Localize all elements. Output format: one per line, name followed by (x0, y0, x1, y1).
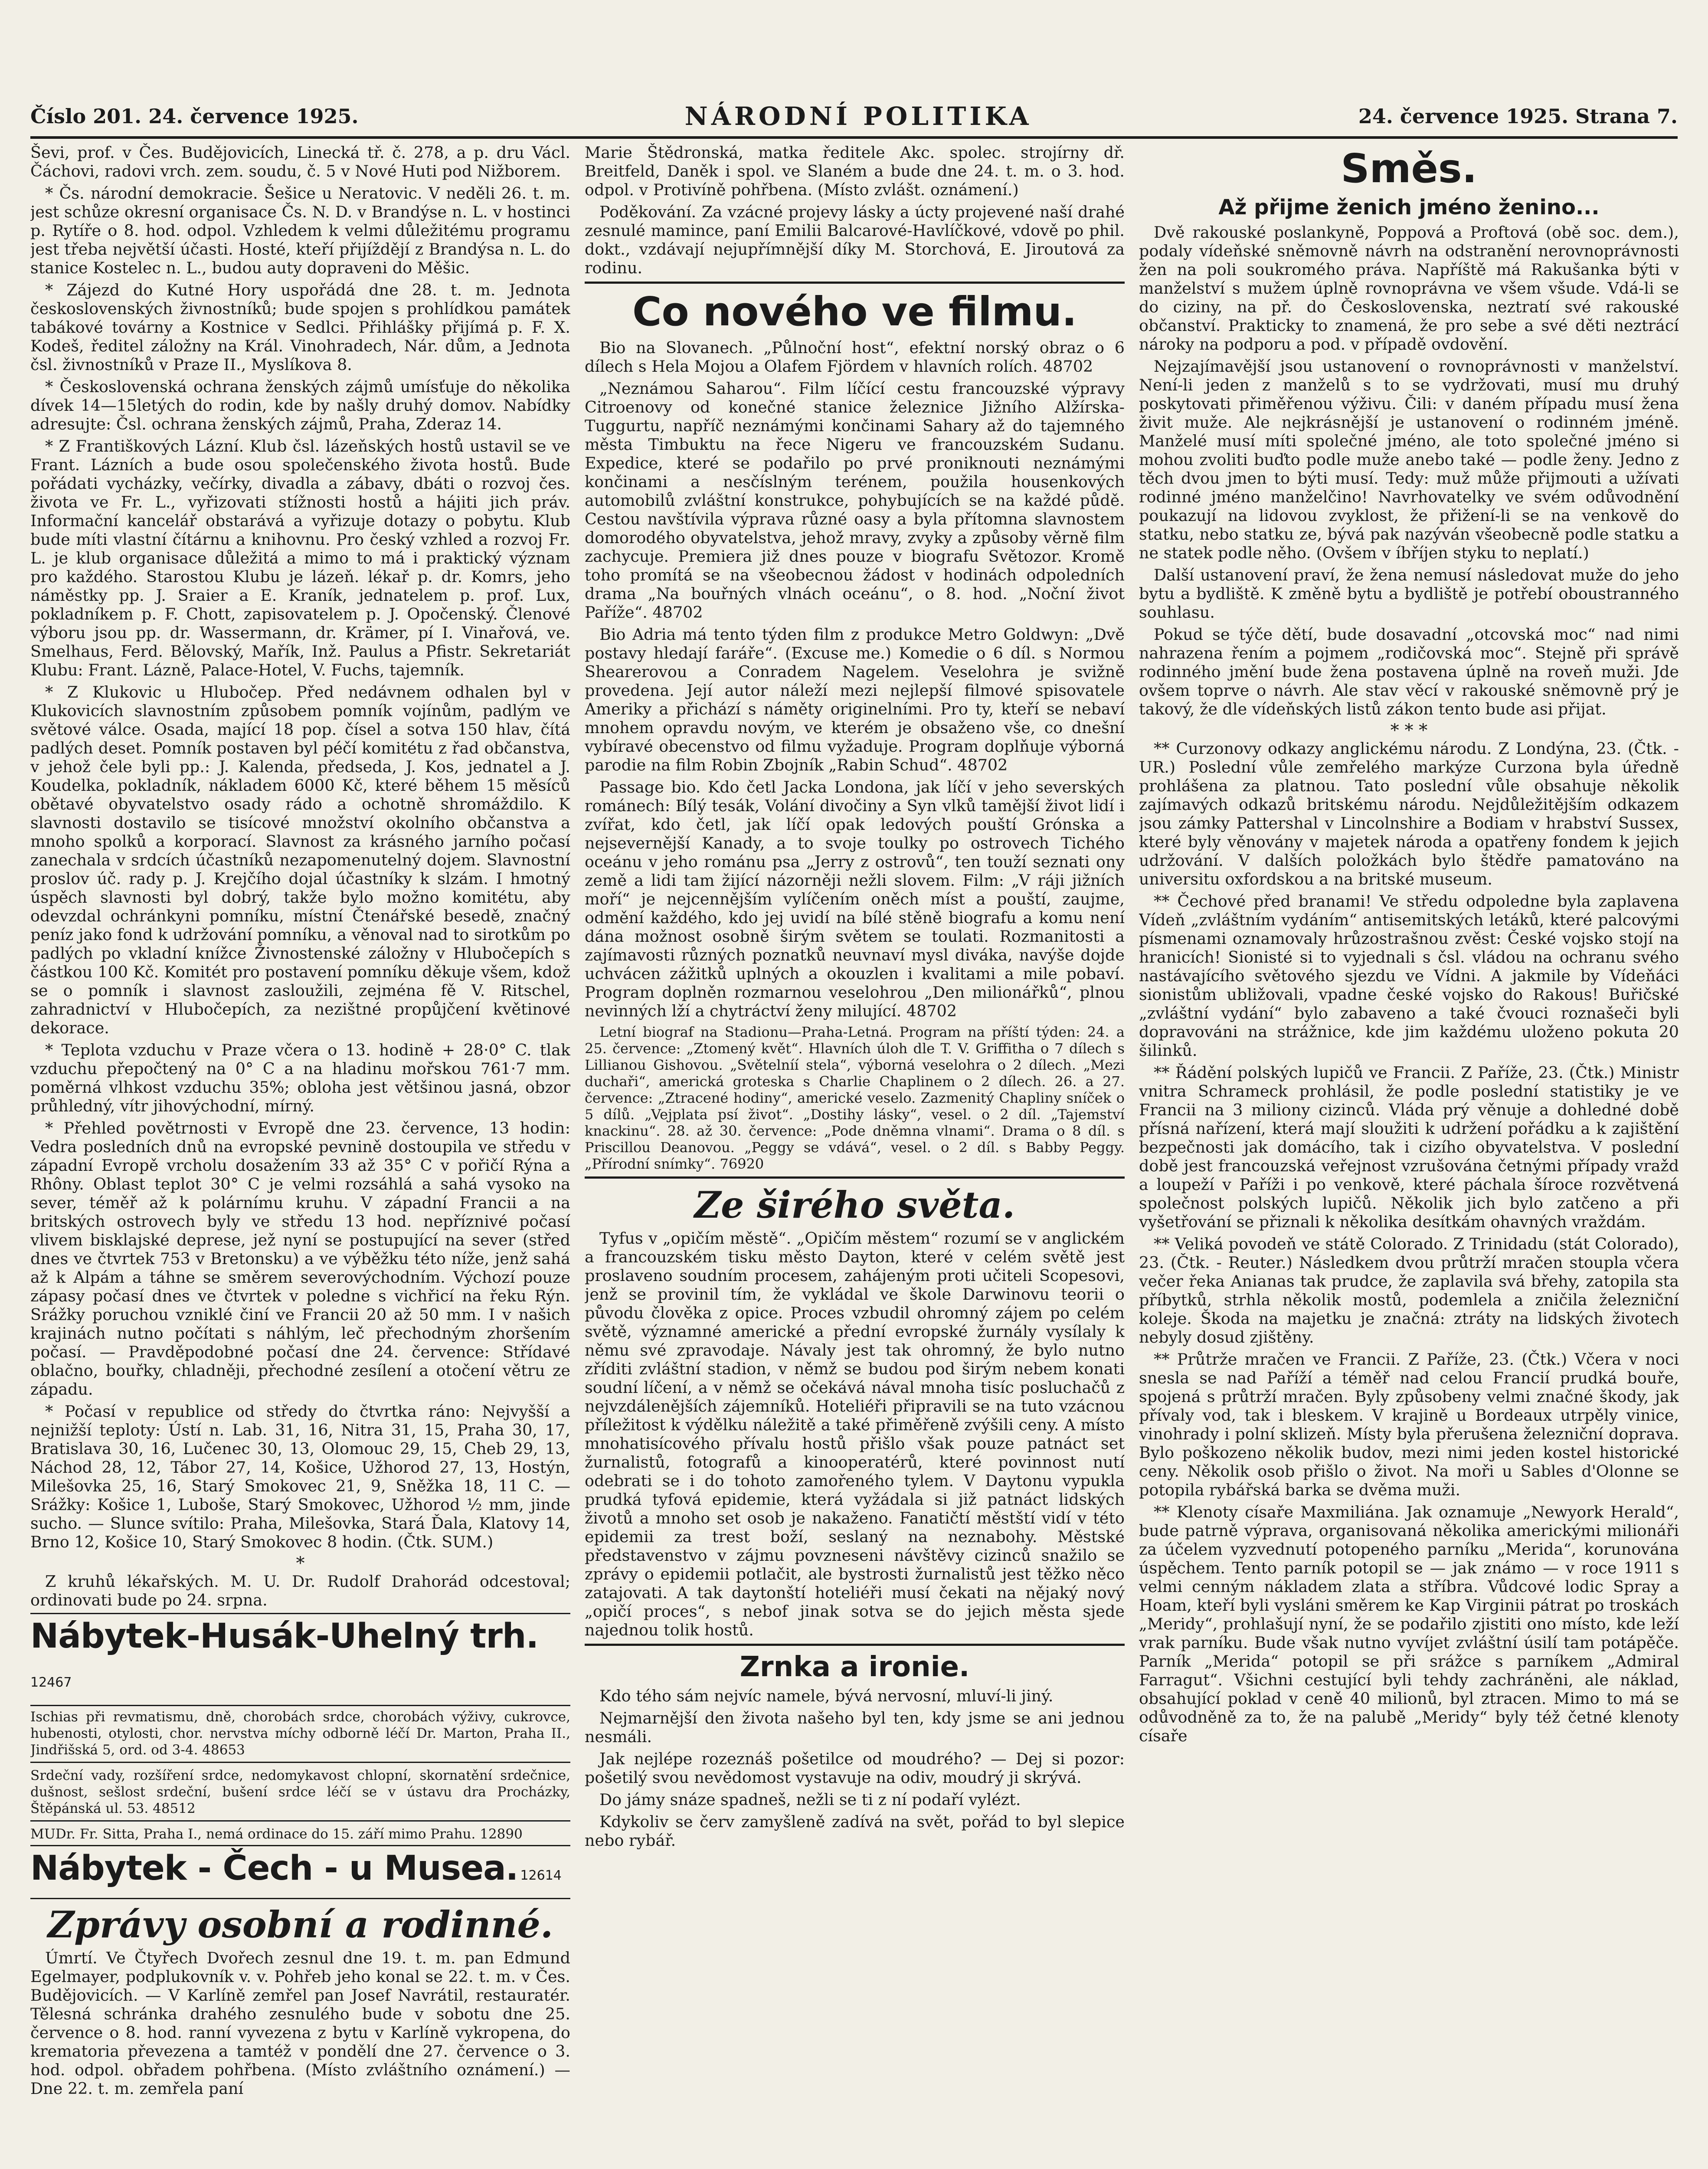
aphorism: Jak nejlépe rozeznáš pošetilce od moudrého? — Dej si pozor: pošetilý svou nevědomost vystavuje na odiv, moudrý ji skrývá. (585, 1750, 1125, 1787)
article-rovnopravnost: Dvě rakouské poslankyně, Poppová a Proftová (obě soc. dem.), podaly vídeňské sněmovně návrh na odstranění nerovnoprávnosti žen na poli soukromého práva. Napříště má Rakušanka býti v manželství s mužem úplně rovnoprávna ve všem všude. Vdá-li se do ciziny, na př. do Československa, neztratí své rakouské občanství. Prakticky to znamená, že pro sebe a své děti neztrácí nároky na podporu a pod. v případě ovdovění. (1139, 223, 1679, 354)
newspaper-title: NÁRODNÍ POLITIKA (684, 102, 1032, 131)
ad-nabytek-husak-number: 12467 (30, 1675, 72, 1690)
article-teplota-praha: * Teplota vzduchu v Praze včera o 13. hodině + 28·0° C. tlak vzduchu přepočtený na 0° C a na hladinu mořskou 761·7 mm. poměrná vlhkost vzduchu 35%; obloha jest většinou jasná, obzor průhledný, vítr jihovýchodní, mírný. (30, 1041, 570, 1115)
separator-star: * (296, 1553, 305, 1573)
article-polsti-lupici: ** Řádění polských lupičů ve Francii. Z Paříže, 23. (Čtk.) Ministr vnitra Schrameck prohlásil, že podle poslední statistiky je ve Francii na 3 miliony cizinců. Vláda prý věnuje a dohledné době přísná nařízení, která mají sloužiti k udržení pořádku a k zajištění bezpečnosti jak domácího, tak i cizího obyvatelstva. V poslední době jest francouzská veřejnost vzrušována četnými případy vražd a loupeží v Paříži i po venkově, které páchala šíroce rozvětvená společnost polských lupičů. Několik jich bylo zatčeno a při vyšetřování se přiznali k několika desítkám ohavných vraždám. (1139, 1063, 1679, 1231)
article-povoden-colorado: ** Veliká povodeň ve státě Colorado. Z Trinidadu (stát Colorado), 23. (Čtk. - Reuter.) Následkem dvou průtrží mračen stoupla včera večer řeka Anianas tak prudce, že zaplavila svá břehy, zatopila sta příbytků, strhla několik mostů, podemlela a zničila železniční koleje. Škoda na majetku je značná: ztráty na lidských životech nebyly dosud zjištěny. (1139, 1235, 1679, 1347)
column-2 (585, 143, 1125, 2169)
headline-zenich-jmeno: Až přijme ženich jméno ženino... (1218, 195, 1600, 220)
section-title-film: Co nového ve filmu. (632, 288, 1077, 335)
article-rovnopravnost: Pokud se týče dětí, bude dosavadní „otcovská moc“ nad nimi nahrazena řením a pojmem „rodičovská moc“. Stejně při správě rodinného jmění bude žena postavena úplně na roveň muži. Jde ovšem toprve o návrh. Ale stav věcí v rakouské sněmovně prý je takový, že dle vídeňských listů zákon tento bude asi přijat. (1139, 625, 1679, 718)
ad-nabytek-cech-number: 12614 (520, 1868, 562, 1883)
ad-nabytek-cech-title: Nábytek - Čech - u Musea. (30, 1849, 518, 1888)
section-rule (585, 282, 1125, 284)
article-cechove-pred-branami: ** Čechové před branami! Ve středu odpoledne byla zaplavena Vídeň „zvláštním vydáním“ antisemitských letáků, které palcovými písmenami oznamovaly hrůzostrašnou zvěst: České vojsko stojí na hranicích! Sionisté si to vyjednali s čsl. vládou na ochranu svého nastávajícího světového sjezdu ve Vídni. A jakmile by Vídeňáci sionistům ubližovali, vpadne české vojsko do Rakous! Buřičské „zvláštní vydání“ bylo zabaveno a také čvouci roznašeči byli dopravováni na strážnice, kde jim každému uloženo pokuta 20 šilinků. (1139, 892, 1679, 1060)
ad-ischias: Ischias při revmatismu, dně, chorobách srdce, chorobách výživy, cukrovce, hubenosti, otylosti, chor. nervstva míchy odborně léčí Dr. Marton, Praha II., Jindřišská 5, ord. od 3-4. 48653 (30, 1709, 570, 1758)
aphorism: Do jámy snáze spadneš, nežli se ti z ní podaří vylézt. (599, 1790, 1021, 1809)
article-umrti-continued: Marie Štědronská, matka ředitele Akc. spolec. strojírny dř. Breitfeld, Daněk i spol. ve Slaném a bude dne 24. t. m. o 3. hod. odpol. v Protivíně pohřbena. (Místo zvlášt. oznámení.) (585, 143, 1125, 199)
ad-mudr-sitta: MUDr. Fr. Sitta, Praha I., nemá ordinace do 15. září mimo Prahu. 12890 (30, 1826, 523, 1842)
columns (30, 143, 1678, 2169)
aphorism: Kdykoliv se červ zamyšleně zadívá na svět, pořád to byl slepice nebo rybář. (585, 1812, 1125, 1850)
column-1 (30, 143, 570, 2169)
section-rule (585, 1176, 1125, 1179)
article-cs-narodni-demokracie: * Čs. národní demokracie. Šešice u Neratovic. V neděli 26. t. m. jest schůze okresní organisace Čs. N. D. v Brandýse n. L. v hostinci p. Rytíře o 8. hod. odpol. Vzhledem k velmi důležitému programu jest třeba největší účasti. Hosté, kteří přijíždějí z Brandýsa n. L. do stanice Kostelec n. L., budou auty dopraveni do Měšic. (30, 184, 570, 277)
article-rovnopravnost: Nejzajímavější jsou ustanovení o rovnoprávnosti v manželství. Není-li jeden z manželů s to se vydržovati, musí mu druhý poskytovati přiměřenou výživu. Čili: v daném případu musí žena živit muže. Ale nejkrásnější je ustanovení o rodinném jméně. Manželé musí míti společné jméno, ale toto společné jméno si mohou zvoliti buďto podle muže anebo také — podle ženy. Jedno z těch dvou jmen to býti musí. Tedy: muž může přijmouti a užívati rodinné jméno manželčino! Navrhovatelky ve svém odůvodnění poukazují na lidovou zvyklost, že přižení-li se na venkově do statku, nebo statku ze, bývá pak nazýván všeobecně podle statku a ne statek podle něho. (Ovšem v íbříjen styku to neplatí.) (1139, 357, 1679, 562)
article-klukovice: * Z Klukovic u Hlubočep. Před nedávnem odhalen byl v Klukovicích slavnostním způsobem pomník vojínům, padlým ve světové válce. Osada, mající 18 pop. čísel a sotva 150 hlav, čítá padlých deset. Pomník postaven byl péčí komitétu z řad občanstva, v jehož čele byli pp.: J. Kalenda, předseda, J. Kos, jednatel a J. Koudelka, pokladník, nákladem 6000 Kč, které během 15 měsíců obětavé obyvatelstvo osady rádo a ochotně shromáždilo. K slavnosti dostavilo se tisícové množství okolního občanstva a mnoho spolků a korporací. Slavnost za krásného jarního počasí zanechala v srdcích účastníků nezapomenutelný dojem. Slavnostní proslov úč. rady p. J. Krejčího dojal účastníky k slzám. I hmotný úspěch slavnosti byl dobrý, takže bylo možno komitétu, aby odevzdal ochránkyni pomníku, místní Čtenářské besedě, značný peníz jako fond k udržování pomníku, a věnoval nad to sirotkům po padlých po vkladní knížce Živnostenské záložny v Hlubočepích s částkou 100 Kč. Komitét pro postavení pomníku děkuje všem, kdož se o pomník i slavnost zasloužili, zejména fě V. Ritschel, zahradnictví v Hlubočepích, za nezištné propůjčení květinové dekorace. (30, 683, 570, 1037)
date-page-number: 24. července 1925. Strana 7. (1358, 105, 1678, 128)
issue-number-date: Číslo 201. 24. července 1925. (30, 105, 359, 128)
article-bio-adria: Bio Adria má tento týden film z produkce Metro Goldwyn: „Dvě postavy hledají faráře“. (Excuse me.) Komedie o 6 díl. s Normou Shearerovou a Conradem Nagelem. Veselohra je svižně provedena. Její autor náleží mezi nejlepší filmové spisovatele Ameriky a přichází s náměty originelními. Pro ty, kteří se nebaví mnohem opravdu novým, ve kterém je obsaženo vše, co dnešní vybíravé obecenstvo od filmu vyžaduje. Program doplňuje výborná parodie na film Robin Zbojník „Rabin Schud“. 48702 (585, 625, 1125, 774)
article-text: Ševi, prof. v Čes. Budějovicích, Linecká tř. č. 278, a p. dru Václ. Čáchovi, radovi vrch. zem. soudu, č. 5 v Nové Huti pod Nižborem. (30, 143, 570, 180)
masthead-rule (30, 136, 1678, 139)
article-letni-biograf: Letní biograf na Stadionu—Praha-Letná. Program na příští týden: 24. a 25. července: „Ztomený květ“. Hlavních úloh dle T. V. Griffitha o 7 dílech s Lillianou Gishovou. „Světelníí stela“, výborná veselohra o 2 dílech. „Mezi duchaři“, americká groteska s Charlie Chaplinem o 2 dílech. 26. a 27. července: „Ztracené hodiny“, americké veselo. Zazmenitý Chapliny sníček o 5 dílů. „Vejplata psí život“. „Dostihy lásky“, vesel. o 2 díl. „Tajemství knackinu“. 28. až 30. července: „Pode dněmna vlnami“. Drama o 8 díl. s Priscillou Deanovou. „Peggy se vdává“, vesel. o 2 díl. s Babby Peggy. „Přírodní snímky“. 76920 (585, 1024, 1125, 1172)
article-passage-bio: Passage bio. Kdo četl Jacka Londona, jak líčí v jeho severských románech: Bílý tesák, Volání divočiny a Syn vlků tamější život lidí i zvířat, kdo četl, jak líčí opak ledových pouští Grónska a nejsevernější Kanady, a to svoje toulky po ostrovech Tichého oceánu v jeho románu psa „Jerry z ostrovů“, ten touží seznati ony země a lidi tam žijící názorněji nežli slovem. Film: „V ráji jižních moří“ je nejcennějším vylíčením oněch míst a pouští, zaujme, odmění každého, kdo jej uvidí na bílé stěně biografu a komu není dána možnost osobně širým světem se toulati. Rozmanitosti a zajímavosti různých poznatků neuvnaví mysl diváka, navýše dojde uchvácen zážitků uplných a okouzlen i kvalitami a mile pobaví. Program doplněn rozmarnou veselohrou „Den milionářků“, plnou nevinných lží a chytráctví ženy milující. 48702 (585, 778, 1125, 1020)
divider (30, 1820, 570, 1822)
article-ochrana-zenskych-zajmu: * Československá ochrana ženských zájmů umísťuje do několika dívek 14—15letých do rodin, kde by našly druhý domov. Nabídky adresujte: Čsl. ochrana ženských zájmů, Praha, Zderaz 14. (30, 377, 570, 433)
article-bio-slovanech: Bio na Slovanech. „Půlnoční host“, efektní norský obraz o 6 dílech s Hela Mojou a Olafem Fjördem v hlavních rolích. 48702 (585, 338, 1125, 376)
ad-srdecni-vady: Srdeční vady, rozšíření srdce, nedomykavost chlopní, skornatění srdečnice, dušnost, sešlost srdeční, bušení srdce léčí se v ústavu dra Procházky, Štěpánská ul. 53. 48512 (30, 1768, 570, 1816)
ad-nabytek-husak (30, 1613, 570, 1706)
article-curzon: ** Curzonovy odkazy anglickému národu. Z Londýna, 23. (Čtk. - UR.) Poslední vůle zemřelého markýze Curzona byla úředně prohlášena za platnou. Tato poslední vůle obsahuje několik zajímavých odkazů britskému národu. Nejdůležitějším odkazem jsou zámky Pattershal v Lincolnshire a Bodiam v hrabství Sussex, které byly věnovány v majetek národa a opatřeny fondem k jejich udržování. V dalších položkách bylo štědře pamatováno na universitu oxfordskou a na britské museum. (1139, 739, 1679, 888)
article-povetrnost-evropa: * Přehled povětrnosti v Evropě dne 23. července, 13 hodin: Vedra posledních dnů na evropské pevnině dostoupila ve středu v západní Evropě vrcholu dosažením 33 až 35° C v pořičí Rýna a Rhôny. Oblast teplot 30° C je velmi rozsáhlá a sahá vysoko na sever, téměř až k polárnímu kruhu. V západní Francii a na britských ostrovech byly ve středu 13 hod. nepříznivé počasí vlivem bisklajské deprese, jež nyní se postupující na sever (střed dnes ve čtvrtek 753 v Bretonsku) a ve výběžku této níže, jenž sahá až k Alpám a táhne se směrem severovýchodním. Výchozí pouze zápasy počasí dnes ve čtvrtek v poledne s vichřicí na řeku Rýn. Srážky poruchou vzniklé činí ve Francii 20 až 50 mm. I v našich krajinách nutno počítati s náhlým, leč přechodným zhoršením počasí. — Pravděpodobné počasí dne 24. července: Střídavé oblačno, bouřky, chladněji, přechodné zesílení a otočení větru ze západu. (30, 1119, 570, 1399)
separator-stars: * * * (1390, 721, 1428, 740)
section-title-zpravy-osobni: Zprávy osobní a rodinné. (47, 1903, 553, 1946)
column-3 (1139, 143, 1679, 2169)
section-rule (585, 1644, 1125, 1646)
divider (30, 1762, 570, 1763)
article-neznamou-saharou: „Neznámou Saharou“. Film líčící cestu francouzské výpravy Citroenovy od konečné stanice železnice Jižního Alžírska-Tuggurtu, napříč neznámými končinami Sahary až do tajemného města Timbuktu na řece Nigeru ve francouzském Sudanu. Expedice, které se podařilo po prvé proniknouti neznámými končinami a nesčíslným terénem, použila housenkových automobilů zvláštní konstrukce, pohybujících se na každé půdě. Cestou navštívila výprava různé oasy a byla přítomna slavnostem domorodého obyvatelstva, jehož mravy, zvyky a způsoby věrně film zachycuje. Premiera již dnes pouze v biografu Světozor. Kromě toho promítá se na všeobecnou žádost v hodinách odpoledních drama „Na bouřných vlnách oceánu“, o 8. hod. „Noční život Paříže“. 48702 (585, 379, 1125, 622)
section-title-zrnka-ironie: Zrnka a ironie. (739, 1651, 970, 1683)
aphorism: Kdo tého sám nejvíc namele, bývá nervosní, mluví-li jiný. (599, 1687, 1054, 1705)
article-umrti: Úmrtí. Ve Čtyřech Dvořech zesnul dne 19. t. m. pan Edmund Egelmayer, podplukovník v. v. Pohřeb jeho konal se 22. t. m. v Čes. Budějovicích. — V Karlíně zemřel pan Josef Navrátil, restauratér. Tělesná schránka drahého zesnulého bude v sobotu dne 25. července o 8. hod. ranní vyvezena z bytu v Karlíně vykropena, do krematoria převezena a tamtéž v pondělí dne 27. července o 3. hod. odpol. obřadem pohřbena. (Místo zvláštního oznámení.) — Dne 22. t. m. zemřela paní (30, 1949, 570, 2098)
article-pocasi-republika: * Počasí v republice od středy do čtvrtka ráno: Nejvyšší a nejnižší teploty: Ústí n. Lab. 31, 16, Nitra 31, 15, Praha 30, 17, Bratislava 30, 16, Lučenec 30, 13, Olomouc 29, 15, Cheb 29, 13, Náchod 28, 12, Tábor 27, 14, Košice, Užhorod 27, 13, Hostýn, Milešovka 25, 16, Starý Smokovec 21, 9, Sněžka 18, 11 C. — Srážky: Košice 1, Luboše, Starý Smokovec, Užhorod ½ mm, jinde sucho. — Slunce svítilo: Praha, Milešovka, Stará Ďala, Klatovy 14, Brno 12, Košice 10, Starý Smokovec 8 hodin. (Čtk. SUM.) (30, 1402, 570, 1551)
article-zajezd-kutna-hora: * Zájezd do Kutné Hory uspořádá dne 28. t. m. Jednota československých živnostníků; bude spojen s prohlídkou památek tabákové továrny a Kostnice v Sedlci. Přihlášky přijímá p. F. X. Kodeš, ředitel záložny na Král. Vinohradech, Nár. dům, a Jednota čsl. živnostníků v Praze II., Myslíkova 8. (30, 281, 570, 374)
ad-nabytek-husak-title: Nábytek-Husák-Uhelný trh. (30, 1617, 539, 1656)
aphorism: Nejmarnější den života našeho byl ten, kdy jsme se ani jednou nesmáli. (585, 1709, 1125, 1746)
section-title-ze-shireho-sveta: Ze širého světa. (694, 1183, 1015, 1226)
masthead (30, 99, 1678, 134)
ad-nabytek-cech (30, 1845, 570, 1899)
article-rovnopravnost: Další ustanovení praví, že žena nemusí následovat muže do jeho bytu a bydliště. K změně bytu a bydliště je potřebí oboustranného souhlasu. (1139, 566, 1679, 622)
article-podekovani: Poděkování. Za vzácné projevy lásky a úcty projevené naší drahé zesnulé mamince, paní Emilii Balcarové-Havlíčkové, vdově po phil. dokt., vzdávají nejupřímnější díky M. Storchová, E. Jiroutová za rodinu. (585, 203, 1125, 277)
article-frantiskovy-lazne: * Z Františkových Lázní. Klub čsl. lázeňských hostů ustavil se ve Frant. Lázních a bude osou společenského života hostů. Bude pořádati vycházky, večírky, divadla a zábavy, dbáti o rozvoj čes. života ve Fr. L., vyřizovati stížnosti hostů a hájiti jich práv. Informační kancelář obstarává a vyřizuje dotazy o pobytu. Klub bude míti vlastní čítárnu a knihovnu. Pro český vzhled a rozvoj Fr. L. je klub organisace důležitá a mimo to má i praktický význam pro každého. Starostou Klubu je lázeň. lékař p. dr. Komrs, jeho náměstky pp. J. Sraier a E. Kraník, jednatelem p. prof. Lux, pokladníkem p. F. Chott, zapisovatelem p. J. Opočenský. Členové výboru jsou pp. dr. Wassermann, dr. Krämer, pí I. Vinařová, ve. Smelhaus, Ferd. Bělovský, Mařík, Inž. Paulus a Pfistr. Sekretariát Klubu: Frant. Lázně, Palace-Hotel, V. Fuchs, tajemník. (30, 437, 570, 679)
section-title-smes: Směs. (1341, 145, 1477, 192)
notice-lekari: Z kruhů lékařských. M. U. Dr. Rudolf Drahorád odcestoval; ordinovati bude po 24. srpna. (30, 1572, 570, 1609)
article-klenoty-maxmiliana: ** Klenoty císaře Maxmiliána. Jak oznamuje „Newyork Herald“, bude patrně výprava, organisovaná několika americkými milionáři za účelem vyzvednutí potopeného parníku „Merida“, korunována úspěchem. Tento parník potopil se — jak známo — v roce 1911 s velmi cenným nákladem zlata a stříbra. Vůdcové lodic Spray a Hoam, kteří byli vysláni směrem ke Kap Virginii pátrat po troskách „Meridy“, prohlašují nyní, že se podařilo zjistiti ono místo, kde leží vrak parníku. Bude však nutno vyvíjet zvláštní úsilí tam potápěče. Parník „Merida“ potopil se při srážce s parníkem „Admiral Farragut“. Všichni cestující byli tehdy zachráněni, ale náklad, obsahující poklad v ceně 40 milionů, byl ztracen. Mimo to má se odůvodněně za to, že na palubě „Meridy“ byly též četné klenoty císaře (1139, 1503, 1679, 1745)
article-tyfus-dayton: Tyfus v „opičím městě“. „Opičím městem“ rozumí se v anglickém a francouzském tisku město Dayton, které v celém světě jest proslaveno soudním procesem, zahájeným proti učiteli Scopesovi, jenž se provinil tím, že vykládal ve škole Darwinovu teorii o původu člověka z opice. Proces vzbudil ohromný zájem po celém světě, významné americké a přední evropské žurnály vysílaly k němu své zpravodaje. Návaly jest tak ohromný, že bylo nutno zříditi zvláštní stadion, v němž se budou pod širým nebem konati soudní líčení, a v němž se očekává nával mnoha tisíc posluchačů z nejvzdálenějších zájemníků. Hoteliéři připravili se na tuto vzácnou příležitost k výdělku náležitě a také přiměřeně zvýšili ceny. A místo mnohatisícového přívalu hostů přišlo však pouze patnáct set žurnalistů, fotografů a kinooperatérů, které povinnost nutí odebrati se i do tohoto zamořeného tylem. V Daytonu vypukla prudká tyfová epidemie, která vyžádala si již patnáct lidských životů a mnoho set osob je nakaženo. Fanatičtí městští vidí v této epidemii za trest boží, seslaný na neznabohy. Městské představenstvo v zájmu povzneseni návštěvy cizinců snažilo se zprávy o epidemii potlačit, ale bystrosti žurnalistů jest těžko něco zatajovati. A tak daytonští hoteliéři musí čekati na nějaký nový „opičí proces“, s nebof jinak sotva se do jejich města sjede najednou tolik hostů. (585, 1229, 1125, 1639)
article-prutrze-francie: ** Průtrže mračen ve Francii. Z Paříže, 23. (Čtk.) Včera v noci snesla se nad Paříží a téměř nad celou Francií prudká bouře, spojená s průtrží mračen. Byly způsobeny velmi značné škody, jak přívaly vod, tak i bleskem. V krajině u Bordeaux utrpěly vinice, vinohrady i polní sklizeň. Místy byla přerušena železniční doprava. Bylo poškozeno několik budov, mezi nimi jeden kostel historické ceny. Několik osob přišlo o život. Na moři u Sables d'Olonne se potopila rybářská barka se dvěma muži. (1139, 1350, 1679, 1499)
